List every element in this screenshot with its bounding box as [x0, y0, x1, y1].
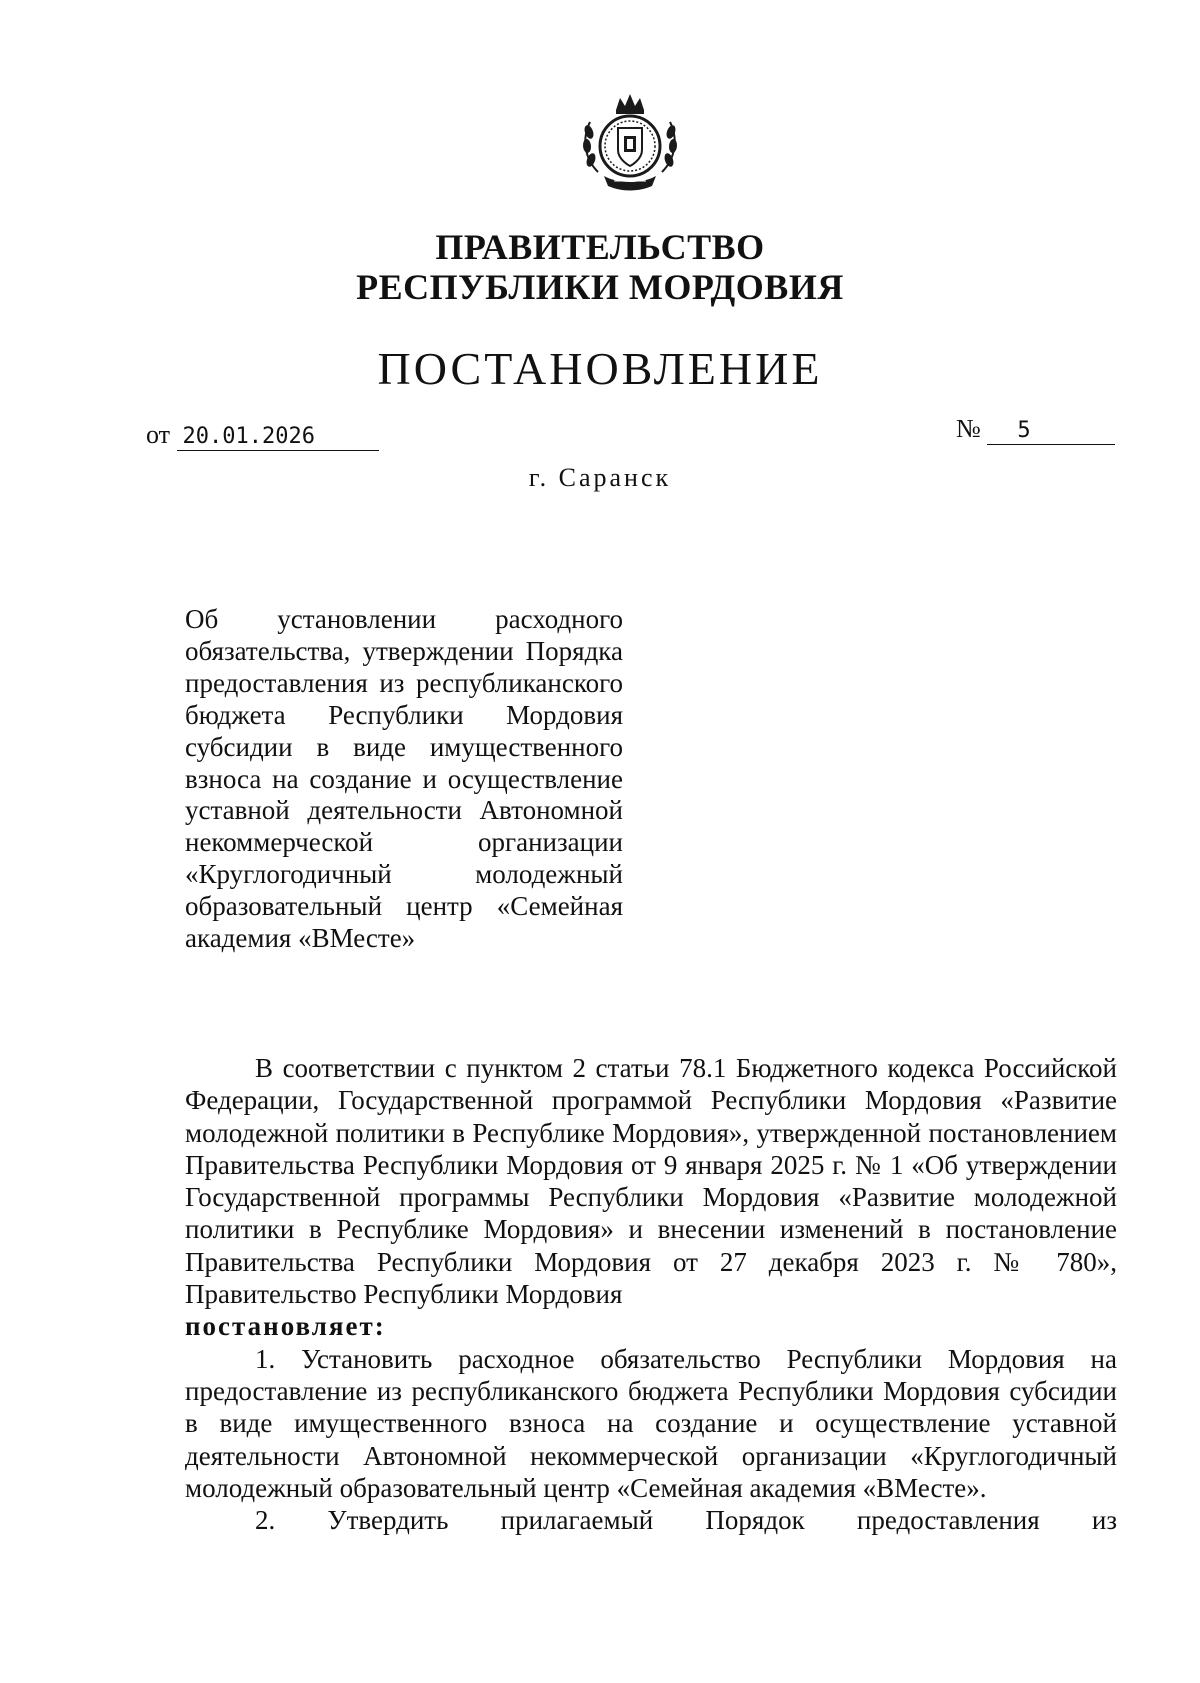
date-field: [146, 420, 379, 451]
authority-name-line-2: РЕСПУБЛИКИ МОРДОВИЯ: [356, 267, 844, 307]
preamble-paragraph: [185, 1052, 1117, 1310]
number-value: 5: [987, 418, 1115, 445]
city-label: г. Саранск: [528, 463, 672, 492]
clause-1: 1. Установить расходное обязательство Республики Мордовия на предоставление из республиканского бюджета Республики Мордовия субсидии в виде имущественного взноса на создание и осуществление уставной деятельности Автономной некоммерческой организации «Круглогодичный молодежный образовательный центр «Семейная академия «ВМесте».: [185, 1343, 1117, 1503]
date-value: 20.01.2026: [177, 424, 379, 451]
document-body: [185, 1052, 1117, 1536]
document-subject: Об установлении расходного обязательства, утверждении Порядка предоставления из республиканского бюджета Республики Мордовия субсидии в виде имущественного взноса на создание и осуществление уставной деятельности Автономной некоммерческой организации «Круглогодичный молодежный образовательный центр «Семейная академия «ВМесте»: [185, 604, 623, 954]
coat-of-arms-icon: [574, 88, 686, 200]
number-field: [956, 414, 1115, 445]
authority-name-line-1: ПРАВИТЕЛЬСТВО: [435, 227, 765, 267]
date-prefix: от: [146, 420, 171, 449]
document-type-title: ПОСТАНОВЛЕНИЕ: [377, 343, 823, 394]
number-prefix: №: [956, 414, 981, 443]
clause-2: 2. Утвердить прилагаемый Порядок предоставления из: [255, 1505, 1117, 1536]
preamble-text: В соответствии с пунктом 2 статьи 78.1 Бюджетного кодекса Российской Федерации, Государственной программой Республики Мордовия «Развитие молодежной политики в Республике Мордовия», утвержденной постановлением Правительства Республики Мордовия от 9 января 2025 г. № 1 «Об утверждении Государственной программы Республики Мордовия «Развитие молодежной политики в Республике Мордовия» и внесении изменений в постановление Правительства Республики Мордовия от 27 декабря 2023 г. № 780», Правительство Республики Мордовия: [185, 1053, 1117, 1310]
resolves-word: постановляет:: [185, 1311, 386, 1342]
